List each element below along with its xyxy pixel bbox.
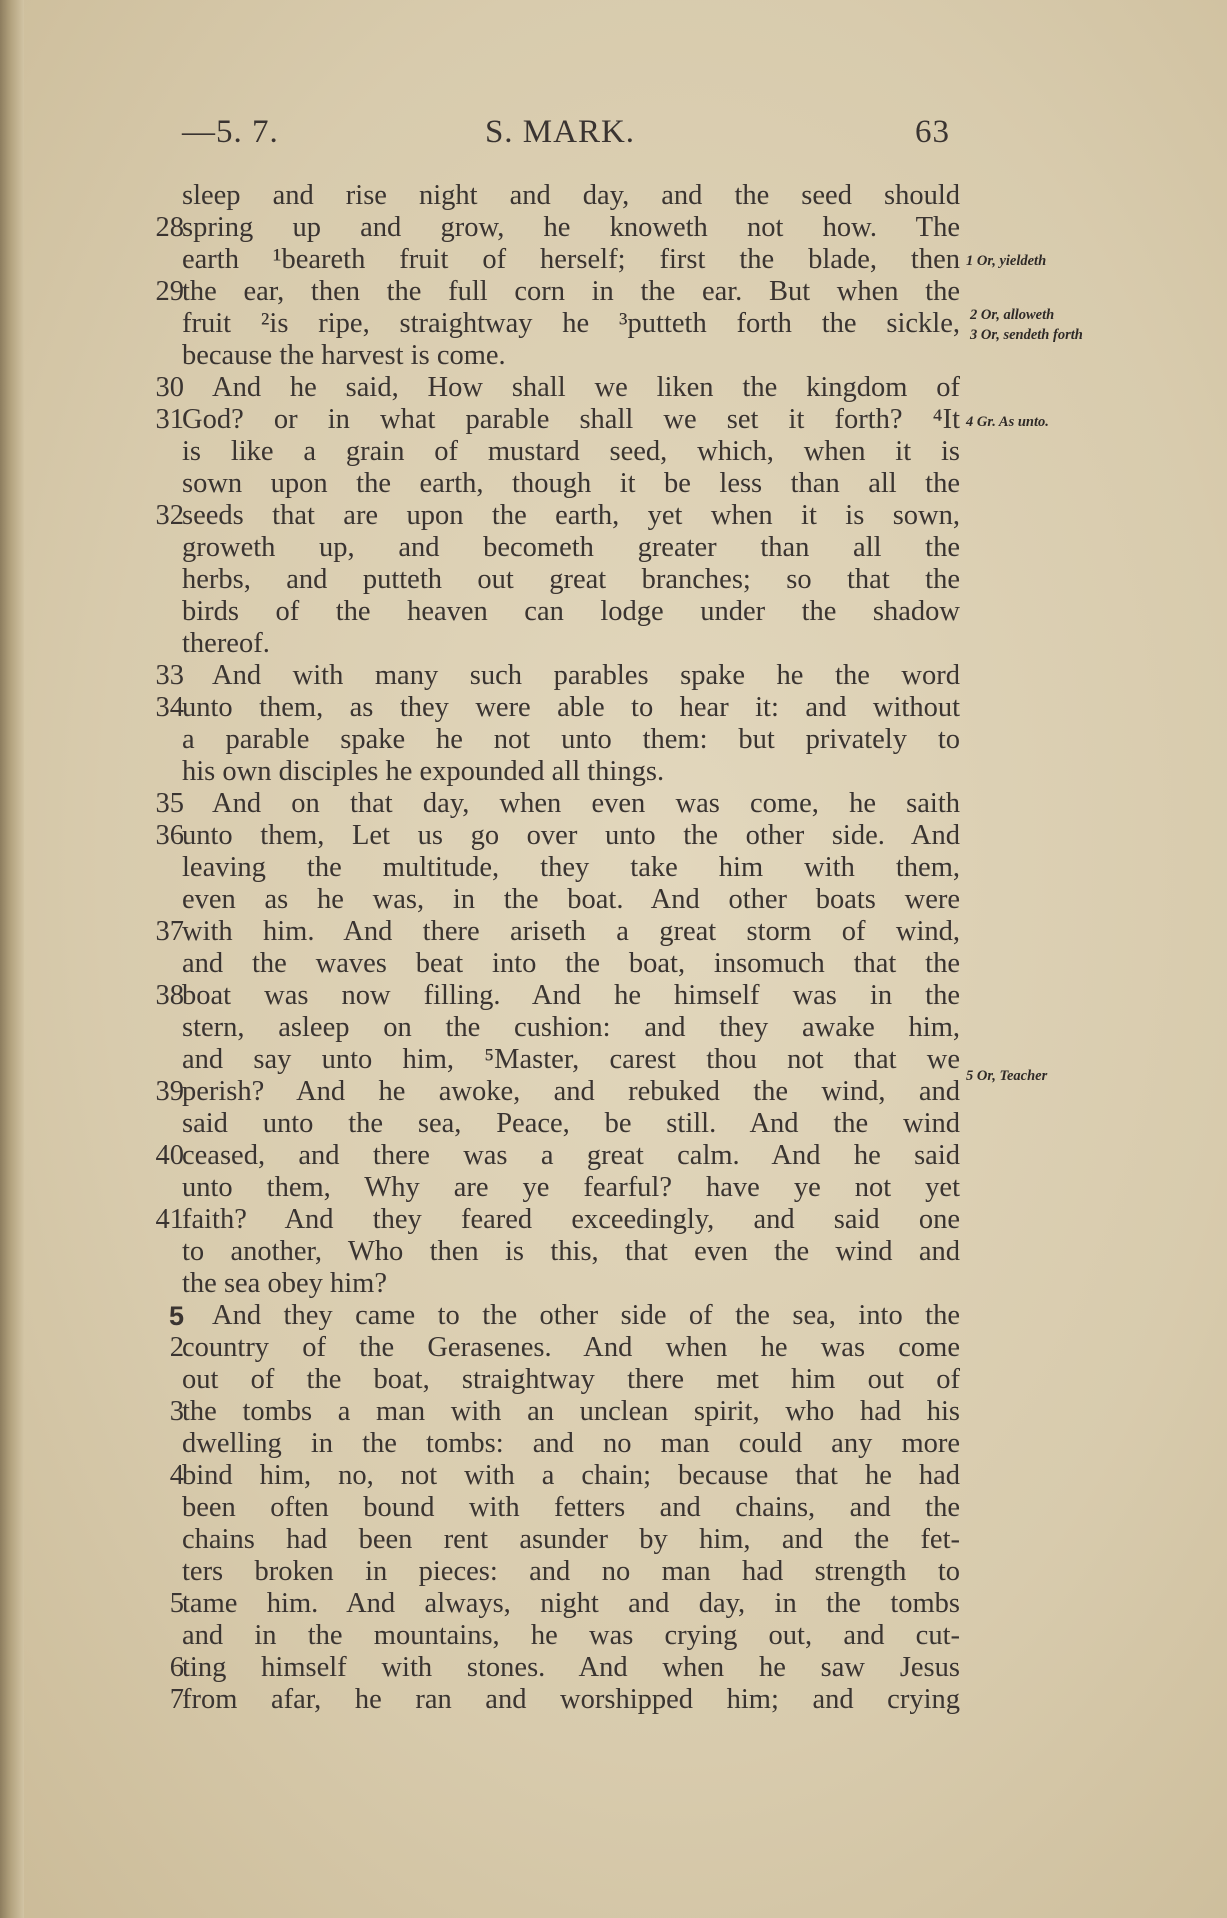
text-line — [0, 500, 1227, 532]
line-text: from afar, he ran and worshipped him; and crying — [182, 1684, 960, 1715]
line-text: And they came to the other side of the sea, into the — [212, 1300, 960, 1331]
verse-number: 31 — [155, 404, 184, 435]
line-text: groweth up, and becometh greater than all the — [182, 532, 960, 563]
line-text: with him. And there ariseth a great storm of wind, — [182, 916, 960, 947]
text-line — [0, 788, 1227, 820]
text-line — [0, 1236, 1227, 1268]
line-text: to another, Who then is this, that even the wind and — [182, 1236, 960, 1267]
line-text: and in the mountains, he was crying out, and cut- — [182, 1620, 960, 1651]
line-text: spring up and grow, he knoweth not how. The — [182, 212, 960, 243]
text-line — [0, 468, 1227, 500]
line-text: And with many such parables spake he the word — [212, 660, 960, 691]
line-text: the ear, then the full corn in the ear. But when the — [182, 276, 960, 307]
verse-number: 29 — [155, 276, 184, 307]
text-line — [0, 916, 1227, 948]
line-text: faith? And they feared exceedingly, and said one — [182, 1204, 960, 1235]
line-text: God? or in what parable shall we set it forth? ⁴It — [182, 404, 960, 435]
line-text: And on that day, when even was come, he saith — [212, 788, 960, 819]
text-line — [0, 276, 1227, 308]
line-text: and the waves beat into the boat, insomuch that the — [182, 948, 960, 979]
header-page-number: 63 — [915, 114, 950, 150]
margin-note: 5 Or, Teacher — [966, 1068, 1048, 1084]
text-line — [0, 1460, 1227, 1492]
text-line — [0, 1524, 1227, 1556]
line-text: And he said, How shall we liken the kingdom of — [212, 372, 960, 403]
margin-note: 1 Or, yieldeth — [966, 253, 1047, 269]
line-text: because the harvest is come. — [182, 340, 506, 371]
text-line — [0, 756, 1227, 788]
text-line — [0, 884, 1227, 916]
margin-note: 3 Or, sendeth forth — [970, 327, 1083, 343]
verse-number: 34 — [155, 692, 184, 723]
verse-number: 39 — [155, 1076, 184, 1107]
line-text: the tombs a man with an unclean spirit, who had his — [182, 1396, 960, 1427]
verse-number: 38 — [155, 980, 184, 1011]
text-line — [0, 1556, 1227, 1588]
text-line — [0, 1012, 1227, 1044]
verse-number: 2 — [169, 1332, 184, 1363]
text-line — [0, 1684, 1227, 1716]
verse-number: 36 — [155, 820, 184, 851]
line-text: ters broken in pieces: and no man had strength to — [182, 1556, 960, 1587]
line-text: unto them, as they were able to hear it: and without — [182, 692, 960, 723]
line-text: even as he was, in the boat. And other boats were — [182, 884, 960, 915]
line-text: stern, asleep on the cushion: and they awake him, — [182, 1012, 960, 1043]
text-line — [0, 1428, 1227, 1460]
text-line — [0, 1620, 1227, 1652]
text-line — [0, 1332, 1227, 1364]
text-line — [0, 212, 1227, 244]
text-line — [0, 852, 1227, 884]
verse-number: 30 — [155, 372, 184, 403]
line-text: sleep and rise night and day, and the seed should — [182, 180, 960, 211]
line-text: herbs, and putteth out great branches; so that the — [182, 564, 960, 595]
line-text: sown upon the earth, though it be less than all the — [182, 468, 960, 499]
line-text: birds of the heaven can lodge under the shadow — [182, 596, 960, 627]
text-line — [0, 1108, 1227, 1140]
text-line — [0, 1172, 1227, 1204]
line-text: chains had been rent asunder by him, and the fet- — [182, 1524, 960, 1555]
text-line — [0, 1140, 1227, 1172]
text-line — [0, 1588, 1227, 1620]
line-text: thereof. — [182, 628, 270, 659]
verse-number: 28 — [155, 212, 184, 243]
verse-number: 37 — [155, 916, 184, 947]
verse-number: 41 — [155, 1204, 184, 1235]
chapter-number: 5 — [168, 1301, 184, 1331]
text-line — [0, 436, 1227, 468]
text-line — [0, 372, 1227, 404]
line-text: perish? And he awoke, and rebuked the wind, and — [182, 1076, 960, 1107]
header-book-title: S. MARK. — [484, 114, 636, 150]
verse-number: 40 — [155, 1140, 184, 1171]
text-line — [0, 1364, 1227, 1396]
line-text: been often bound with fetters and chains, and the — [182, 1492, 960, 1523]
text-line — [0, 660, 1227, 692]
line-text: leaving the multitude, they take him with them, — [182, 852, 960, 883]
line-text: a parable spake he not unto them: but privately to — [182, 724, 960, 755]
text-line — [0, 532, 1227, 564]
verse-number: 6 — [169, 1652, 184, 1683]
verse-number: 35 — [155, 788, 184, 819]
line-text: out of the boat, straightway there met him out of — [182, 1364, 960, 1395]
verse-number: 3 — [169, 1396, 184, 1427]
text-line — [0, 180, 1227, 212]
line-text: unto them, Let us go over unto the other side. And — [182, 820, 960, 851]
line-text: boat was now filling. And he himself was in the — [182, 980, 960, 1011]
line-text: and say unto him, ⁵Master, carest thou not that we — [182, 1044, 960, 1075]
text-line — [0, 628, 1227, 660]
text-line — [0, 948, 1227, 980]
running-header — [170, 114, 950, 158]
line-text: bind him, no, not with a chain; because that he had — [182, 1460, 960, 1491]
line-text: said unto the sea, Peace, be still. And the wind — [182, 1108, 960, 1139]
text-line — [0, 564, 1227, 596]
margin-note: 2 Or, alloweth — [970, 307, 1055, 323]
line-text: country of the Gerasenes. And when he was come — [182, 1332, 960, 1363]
text-line — [0, 1300, 1227, 1332]
verse-number: 32 — [155, 500, 184, 531]
text-line — [0, 724, 1227, 756]
line-text: fruit ²is ripe, straightway he ³putteth forth the sickle, — [182, 308, 960, 339]
line-text: the sea obey him? — [182, 1268, 387, 1299]
text-line — [0, 340, 1227, 372]
line-text: is like a grain of mustard seed, which, when it is — [182, 436, 960, 467]
line-text: dwelling in the tombs: and no man could any more — [182, 1428, 960, 1459]
line-text: unto them, Why are ye fearful? have ye not yet — [182, 1172, 960, 1203]
line-text: his own disciples he expounded all things. — [182, 756, 665, 787]
verse-number: 7 — [169, 1684, 184, 1715]
text-line — [0, 1652, 1227, 1684]
line-text: ceased, and there was a great calm. And he said — [182, 1140, 960, 1171]
verse-number: 4 — [169, 1460, 184, 1491]
text-line — [0, 1204, 1227, 1236]
text-line — [0, 1492, 1227, 1524]
text-line — [0, 820, 1227, 852]
margin-note: 4 Gr. As unto. — [966, 414, 1049, 430]
verse-number: 33 — [155, 660, 184, 691]
line-text: seeds that are upon the earth, yet when it is sown, — [182, 500, 960, 531]
text-line — [0, 1396, 1227, 1428]
text-line — [0, 1268, 1227, 1300]
verse-number: 5 — [169, 1588, 184, 1619]
header-chapter-range: —5. 7. — [182, 114, 279, 150]
line-text: ting himself with stones. And when he saw Jesus — [182, 1652, 960, 1683]
text-line — [0, 596, 1227, 628]
text-line — [0, 692, 1227, 724]
text-line — [0, 980, 1227, 1012]
line-text: earth ¹beareth fruit of herself; first the blade, then — [182, 244, 960, 275]
line-text: tame him. And always, night and day, in the tombs — [182, 1588, 960, 1619]
